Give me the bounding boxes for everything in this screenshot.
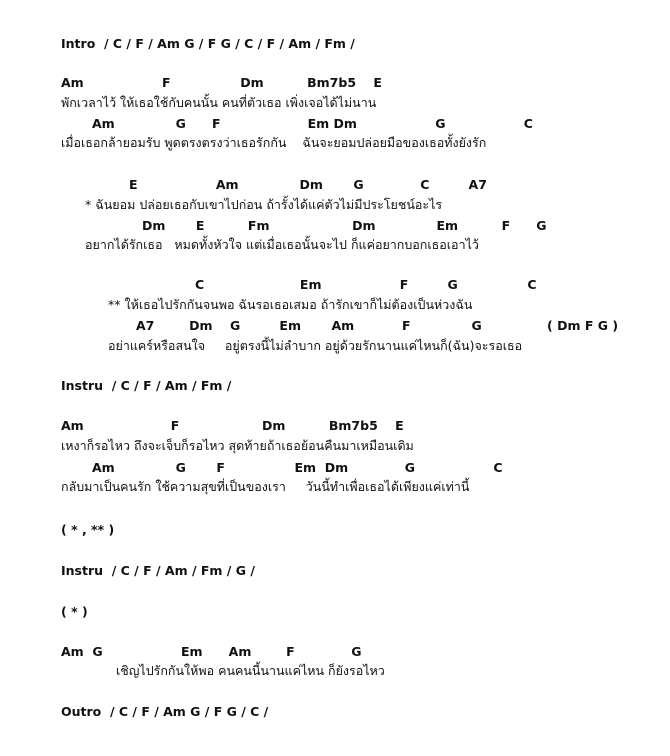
verse1-lyric-1: พักเวลาไว้ ให้เธอใช้กับคนนั้น คนที่ตัวเธอ เพิ่งเจอได้ไม่นาน bbox=[61, 95, 377, 110]
chorus2-lyric-2: อย่าแคร์หรือสนใจ อยู่ตรงนี้ไม่ลำบาก อยู่ด้วยรักนานแค่ไหนก็(ฉัน)จะรอเธอ bbox=[108, 338, 523, 353]
instru-line-1: Instru / C / F / Am / Fm / bbox=[61, 378, 232, 393]
chorus1-lyric-2: อยากได้รักเธอ หมดทั้งหัวใจ แต่เมื่อเธอนั้นจะไป ก็แค่อยากบอกเธอเอาไว้ bbox=[85, 237, 479, 252]
verse2-chords-1: Am F Dm Bm7b5 E bbox=[61, 418, 404, 433]
instru-line-2: Instru / C / F / Am / Fm / G / bbox=[61, 563, 255, 578]
chorus1-lyric-1: * ฉันยอม ปล่อยเธอกับเขาไปก่อน ถ้ารั้งได้แค่ตัวไม่มีประโยชน์อะไร bbox=[85, 197, 443, 212]
verse2-lyric-2: กลับมาเป็นคนรัก ใช้ความสุขที่เป็นของเรา วันนี้ทำเพื่อเธอได้เพียงแค่เท่านี้ bbox=[61, 479, 470, 494]
ending-chords: Am G Em Am F G bbox=[61, 644, 362, 659]
repeat-marker-1: ( * , ** ) bbox=[61, 522, 115, 537]
verse2-chords-2: Am G F Em Dm G C bbox=[92, 460, 503, 475]
verse1-lyric-2: เมื่อเธอกล้ายอมรับ พูดตรงตรงว่าเธอรักกัน ฉันจะยอมปล่อยมือของเธอทั้งยังรัก bbox=[61, 135, 487, 150]
chorus1-chords-1: E Am Dm G C A7 bbox=[129, 177, 487, 192]
verse2-lyric-1: เหงาก็รอไหว ถึงจะเจ็บก็รอไหว สุดท้ายถ้าเธอย้อนคืนมาเหมือนเดิม bbox=[61, 438, 414, 453]
intro-line: Intro / C / F / Am G / F G / C / F / Am / Fm / bbox=[61, 36, 355, 51]
repeat-marker-2: ( * ) bbox=[61, 604, 88, 619]
chorus2-lyric-1: ** ให้เธอไปรักกันจนพอ ฉันรอเธอเสมอ ถ้ารักเขาก็ไม่ต้องเป็นห่วงฉัน bbox=[108, 297, 473, 312]
verse1-chords-1: Am F Dm Bm7b5 E bbox=[61, 75, 382, 90]
outro-line: Outro / C / F / Am G / F G / C / bbox=[61, 704, 269, 719]
ending-lyric: เชิญไปรักกันให้พอ คนคนนี้นานแค่ไหน ก็ยังรอไหว bbox=[116, 663, 385, 678]
chorus1-chords-2: Dm E Fm Dm Em F G bbox=[142, 218, 547, 233]
chorus2-chords-1: C Em F G C bbox=[195, 277, 537, 292]
verse1-chords-2: Am G F Em Dm G C bbox=[92, 116, 533, 131]
chorus2-chords-2: A7 Dm G Em Am F G ( Dm F G ) bbox=[136, 318, 619, 333]
